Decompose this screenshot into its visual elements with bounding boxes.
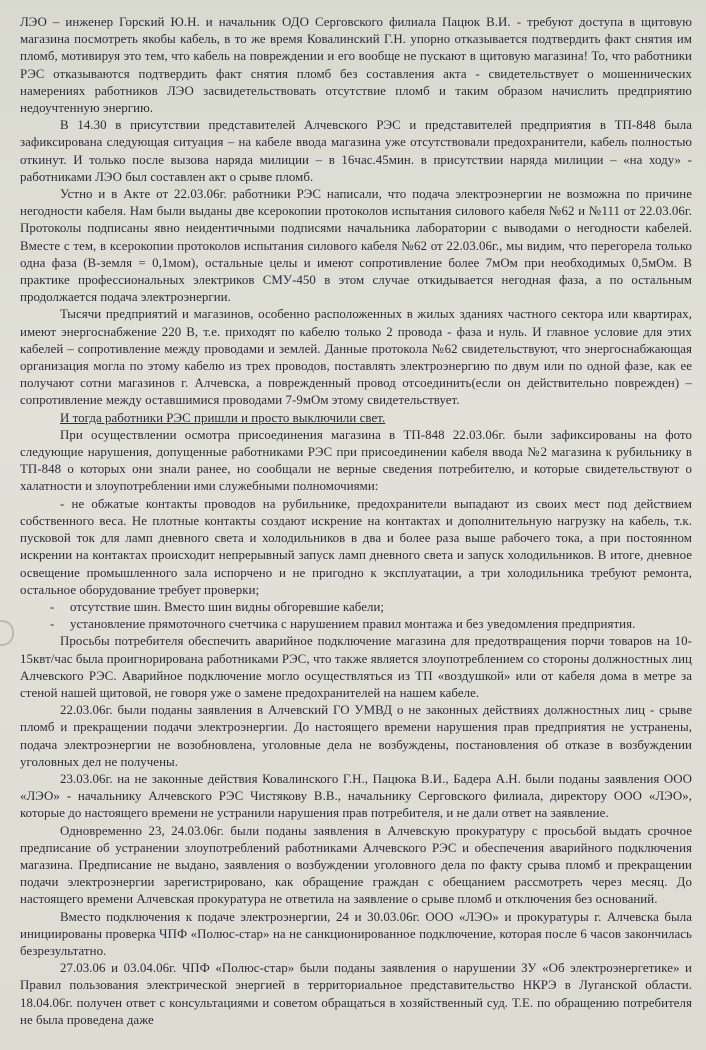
paragraph-12: 27.03.06 и 03.04.06г. ЧПФ «Полюс-стар» были поданы заявления о нарушении ЗУ «Об электроэнергетике» и Правил пользования электрической энергией в территориальное представительство НКРЭ в Луганской области. 18.04.06г. получен ответ с консультациями и советом обращаться в хозяйственный суд. Т.Е. по обращению потребителя не была проведена даже <box>20 961 692 1027</box>
paragraph-8: 22.03.06г. были поданы заявления в Алчевский ГО УМВД о не законных действиях должностных лиц - срыве пломб и прекращении подачи электроэнергии. До настоящего времени нарушения прав предприятия не устранены, подача электроэнергии не возобновлена, уголовные дела не возбуждены, постановления об отказе в возбуждении уголовных дел не получены. <box>20 703 692 769</box>
paragraph-10: Одновременно 23, 24.03.06г. были поданы заявления в Алчевскую прокуратуру с просьбой выдать срочное предписание об устранении злоупотреблений работниками Алчевского РЭС и обеспечения аварийного подключения магазина. Предписание не выдано, заявления о возбуждении уголовного дела по факту срыва пломб и прекращении подачи электроэнергии зарегистрировано, как обращение граждан с обещанием рассмотреть через месяц. До настоящего времени Алчевская прокуратура не ответила на заявление о срыве пломб и отключения без оснований. <box>20 823 692 907</box>
list-item-contacts: - не обжатые контакты проводов на рубильнике, предохранители выпадают из своих мест под действием собственного веса. Не плотные контакты создают искрение на контактах и дополнительную нагрузку на кабель, т.к. пусковой ток для ламп дневного света и холодильников в два и более раза выше рабочего тока, а при постоянном искрении на контактах происходит непрерывный запуск ламп дневного света и запуск холодильников. В итоге, дневное освещение промышленного зала испорчено и не пригодно к эксплуатации, а три холодильника требуют ремонта, остальное оборудование требует проверки; <box>20 496 692 597</box>
page-edge-mark <box>0 620 14 646</box>
paragraph-1: ЛЭО – инженер Горский Ю.Н. и начальник ОДО Серговского филиала Пацюк В.И. - требуют доступа в щитовую магазина посмотреть якобы кабель, в то же время Ковалинский Г.Н. упорно отказывается подтвердить факт снятия им пломб, мотивируя это тем, что кабель на повреждении и его вообще не пускают в щитовую магазина! То, что работники РЭС отказываются подтвердить факт снятия пломб без составления акта - свидетельствует о мошеннических намерениях работников ЛЭО засвидетельствовать отсутствие пломб и таким образом начислить предприятию недоучтенную энергию. <box>20 15 692 116</box>
paragraph-6: При осуществлении осмотра присоединения магазина в ТП-848 22.03.06г. были зафиксированы на фото следующие нарушения, допущенные работниками РЭС при присоединении кабеля ввода №2 магазина к рубильнику в ТП-848 о которых они знали ранее, но сообщали не верные сведения потребителю, и которые свидетельствуют о халатности и злоупотреблении ими служебными полномочиями: <box>20 427 692 494</box>
paragraph-7: Просьбы потребителя обеспечить аварийное подключение магазина для предотвращения порчи товаров на 10-15квт/час была проигнорирована работниками РЭС, что также является злоупотреблением со стороны должностных лиц Алчевского РЭС. Аварийное подключение могло осуществляться из ТП «воздушкой» или от кабеля дома в метре за стеной нашей щитовой, не говоря уже о замене предохранителей на нашем кабеле. <box>20 634 692 700</box>
paragraph-9: 23.03.06г. на не законные действия Ковалинского Г.Н., Пацюка В.И., Бадера А.Н. были поданы заявления ООО «ЛЭО» - начальнику Алчевского РЭС Чистякову В.В., начальнику Серговского филиала, директору ООО «ЛЭО», которые до настоящего времени не устранили нарушения прав потребителя, и не дали ответ на заявление. <box>20 771 692 821</box>
list-item-buses: - отсутствие шин. Вместо шин видны обгоревшие кабели; <box>20 599 692 616</box>
document-body <box>20 14 692 1029</box>
list-item-meter: - установление прямоточного счетчика с нарушением правил монтажа и без уведомления предприятия. <box>20 616 692 633</box>
paragraph-4: Тысячи предприятий и магазинов, особенно расположенных в жилых зданиях частного сектора или квартирах, имеют энергоснабжение 220 В, т.е. приходят по кабелю только 2 провода - фаза и нуль. И главное условие для этих кабелей – сопротивление между проводами и землей. Данные протокола №62 свидетельствуют, что энергоснабжающая организация могла по этому кабелю из трех проводов, поставлять электроэнергию по двум или по одной фазе, как ее получают сотни магазинов г. Алчевска, а поврежденный провод отсоединить(если он действительно поврежден) – сопротивление между оставшимися проводами 7-9мОм этому свидетельствует. <box>20 307 692 408</box>
paragraph-11: Вместо подключения к подаче электроэнергии, 24 и 30.03.06г. ООО «ЛЭО» и прокуратуры г. Алчевска была инициированы проверка ЧПФ «Полюс-стар» на не санкционированное подключение, которая после 6 часов закончилась безрезультатно. <box>20 909 692 958</box>
paragraph-2: В 14.30 в присутствии представителей Алчевского РЭС и представителей предприятия в ТП-848 была зафиксирована следующая ситуация – на кабеле ввода магазина уже отсутствовали предохранители, кабель полностью откинут. И только после вызова наряда милиции – в 16час.45мин. в присутствии наряда милиции – «на ходу» - работниками ЛЭО был составлен акт о срыве пломб. <box>20 118 692 184</box>
paragraph-5-underlined: И тогда работники РЭС пришли и просто выключили свет. <box>60 410 386 425</box>
paragraph-3: Устно и в Акте от 22.03.06г. работники РЭС написали, что подача электроэнергии не возможна по причине негодности кабеля. Нам были выданы две ксерокопии протоколов испытания силового кабеля №62 и №111 от 22.03.06г. Протоколы подписаны явно неидентичными подписями начальника лаборатории с выводами о негодности кабелей. Вместе с тем, в ксерокопии протоколов испытания силового кабеля №62 от 22.03.06г., мы видим, что перегорела только одна фаза (В-земля = 0,1мом), остальные целы и имеют сопротивление более 7мОм при необходимых 0,5мОм. В практике профессиональных электриков СМУ-450 в этом случае откидывается негодная фаза, а по остальным продолжается подача электроэнергии. <box>20 187 692 305</box>
